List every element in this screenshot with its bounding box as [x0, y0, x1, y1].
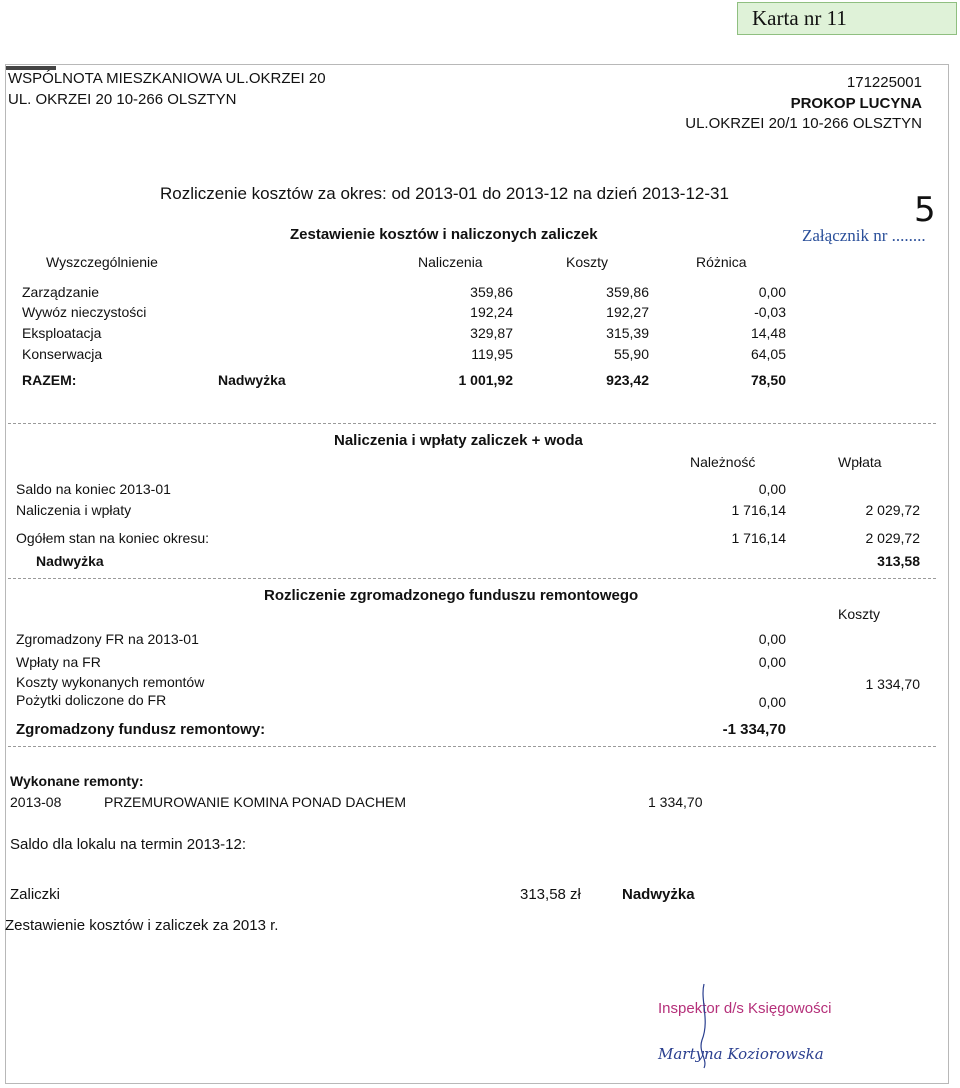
costs-heading: Zestawienie kosztów i naliczonych zaliczek [290, 226, 598, 243]
costs-total-diff: 78,50 [750, 372, 786, 388]
costs-total-costs: 923,42 [606, 372, 649, 388]
repair-amount: 1 334,70 [648, 794, 703, 810]
stamp-title: Inspektor d/s Księgowości [658, 1000, 832, 1017]
card-number-label: Karta nr 11 [737, 2, 957, 35]
sender-name: WSPÓLNOTA MIESZKANIOWA UL.OKRZEI 20 [8, 70, 326, 87]
cost-diff: -0,03 [754, 304, 786, 320]
cost-costs: 359,86 [606, 284, 649, 300]
payment-name: Saldo na koniec 2013-01 [16, 481, 171, 497]
cost-diff: 64,05 [750, 346, 786, 362]
balance-amount: 313,58 zł [520, 886, 581, 903]
statement-title: Rozliczenie kosztów za okres: od 2013-01 do 2013-12 na dzień 2013-12-31 [160, 184, 729, 203]
attachment-label: Załącznik nr ........ [802, 226, 926, 245]
fund-name: Koszty wykonanych remontów [16, 674, 205, 690]
cost-costs: 192,27 [606, 304, 649, 320]
cost-charges: 119,95 [471, 346, 513, 362]
fund-cost: 1 334,70 [865, 676, 920, 692]
fund-col-costs: Koszty [838, 606, 881, 622]
balance-label: Saldo dla lokalu na termin 2013-12: [10, 836, 246, 853]
sender-address: UL. OKRZEI 20 10-266 OLSZTYN [8, 91, 237, 108]
fund-total-value: -1 334,70 [722, 721, 786, 738]
section-divider [8, 423, 936, 424]
cost-name: Eksploatacja [22, 325, 102, 341]
fund-name: Zgromadzony FR na 2013-01 [16, 631, 199, 647]
fund-total-label: Zgromadzony fundusz remontowy: [16, 721, 266, 738]
section-divider [8, 578, 936, 579]
payment-due: 1 716,14 [731, 530, 786, 546]
payments-result-value: 313,58 [877, 553, 920, 569]
payments-result-label: Nadwyżka [36, 553, 104, 569]
payments-col-paid: Wpłata [838, 454, 882, 470]
fund-name: Pożytki doliczone do FR [16, 692, 167, 708]
cost-charges: 329,87 [470, 325, 513, 341]
payments-heading: Naliczenia i wpłaty zaliczek + woda [334, 432, 583, 449]
signature-stroke [690, 980, 720, 1070]
attachment-number-handwritten: 5 [914, 190, 936, 230]
recipient-name: PROKOP LUCYNA [790, 95, 922, 112]
costs-total-charges: 1 001,92 [458, 372, 513, 388]
cost-diff: 0,00 [758, 284, 786, 300]
payment-paid: 2 029,72 [865, 502, 920, 518]
payment-paid: 2 029,72 [865, 530, 920, 546]
payments-col-due: Należność [690, 454, 756, 470]
costs-total-label: RAZEM: [22, 372, 77, 388]
balance-status: Nadwyżka [622, 886, 695, 903]
stamp-signature: Martyna Koziorowska [658, 1045, 824, 1063]
section-divider [8, 746, 936, 747]
fund-value: 0,00 [758, 654, 786, 670]
costs-col-difference: Różnica [696, 254, 747, 270]
cost-name: Konserwacja [22, 346, 103, 362]
repairs-heading: Wykonane remonty: [10, 773, 144, 789]
cost-charges: 192,24 [470, 304, 513, 320]
fund-value: 0,00 [758, 631, 786, 647]
cost-name: Wywóz nieczystości [22, 304, 147, 320]
repair-date: 2013-08 [10, 794, 62, 810]
payment-name: Ogółem stan na koniec okresu: [16, 530, 209, 546]
cost-costs: 55,90 [613, 346, 649, 362]
payment-name: Naliczenia i wpłaty [16, 502, 132, 518]
costs-col-description: Wyszczególnienie [46, 254, 158, 270]
cost-name: Zarządzanie [22, 284, 100, 300]
balance-item: Zaliczki [10, 886, 61, 903]
cost-diff: 14,48 [750, 325, 786, 341]
cost-costs: 315,39 [606, 325, 649, 341]
footer-note: Zestawienie kosztów i zaliczek za 2013 r. [5, 917, 279, 934]
cost-charges: 359,86 [470, 284, 513, 300]
costs-col-costs: Koszty [566, 254, 609, 270]
fund-value: 0,00 [758, 694, 786, 710]
fund-heading: Rozliczenie zgromadzonego funduszu remontowego [264, 587, 639, 604]
recipient-number: 171225001 [846, 74, 922, 91]
payment-due: 1 716,14 [731, 502, 786, 518]
recipient-address: UL.OKRZEI 20/1 10-266 OLSZTYN [685, 115, 922, 132]
costs-total-note: Nadwyżka [218, 372, 286, 388]
repair-description: PRZEMUROWANIE KOMINA PONAD DACHEM [104, 794, 407, 810]
costs-col-charges: Naliczenia [418, 254, 483, 270]
fund-name: Wpłaty na FR [16, 654, 101, 670]
payment-due: 0,00 [758, 481, 786, 497]
